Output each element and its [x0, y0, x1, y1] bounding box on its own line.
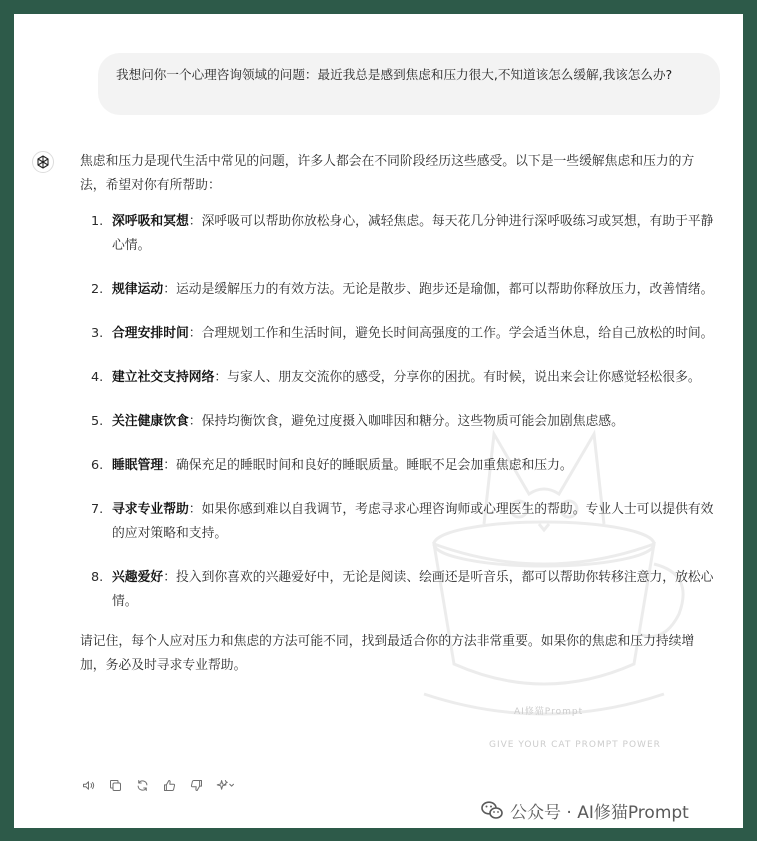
list-item-text: ：运动是缓解压力的有效方法。无论是散步、跑步还是瑜伽，都可以帮助你释放压力，改善情绪。: [163, 282, 714, 297]
thumbs-up-icon[interactable]: [159, 775, 179, 795]
wechat-logo-icon: [480, 798, 504, 822]
wechat-watermark: [480, 797, 689, 823]
list-item-text: ：深呼吸可以帮助你放松身心，减轻焦虑。每天花几分钟进行深呼吸练习或冥想，有助于平静心情。: [112, 214, 714, 253]
list-item-text: ：如果你感到难以自我调节，考虑寻求心理咨询师或心理医生的帮助。专业人士可以提供有效的应对策略和支持。: [112, 502, 714, 541]
list-item-title: 建立社交支持网络: [112, 370, 215, 385]
copy-icon[interactable]: [105, 775, 125, 795]
read-aloud-icon[interactable]: [78, 775, 98, 795]
list-item: [80, 454, 718, 478]
thumbs-down-icon[interactable]: [186, 775, 206, 795]
list-item-text: ：与家人、朋友交流你的感受，分享你的困扰。有时候，说出来会让你感觉轻松很多。: [214, 370, 701, 385]
list-item: [80, 322, 718, 346]
cup-caption: AI修猫Prompt: [514, 707, 584, 717]
list-item-number: 1.: [91, 214, 104, 229]
list-item: [80, 278, 718, 302]
list-item-number: 4.: [91, 370, 104, 385]
message-actions: [78, 775, 239, 795]
list-item-title: 深呼吸和冥想: [112, 214, 189, 229]
list-item-title: 关注健康饮食: [112, 414, 189, 429]
list-item-text: ：投入到你喜欢的兴趣爱好中，无论是阅读、绘画还是听音乐，都可以帮助你转移注意力，放松心情。: [112, 570, 714, 609]
list-item-title: 规律运动: [112, 282, 164, 297]
list-item: [80, 210, 718, 258]
model-switch-icon[interactable]: [213, 775, 239, 795]
answer-outro: 请记住，每个人应对压力和焦虑的方法可能不同，找到最适合你的方法非常重要。如果你的焦虑和压力持续增加，务必及时寻求专业帮助。: [80, 634, 695, 673]
list-item-number: 3.: [91, 326, 104, 341]
chat-window: [14, 14, 743, 828]
list-item-text: ：合理规划工作和生活时间，避免长时间高强度的工作。学会适当休息，给自己放松的时间。: [188, 326, 714, 341]
user-message-text: 我想问你一个心理咨询领域的问题：最近我总是感到焦虑和压力很大,不知道该怎么缓解,我该怎么办?: [116, 67, 673, 82]
list-item-number: 7.: [91, 502, 104, 517]
list-item-number: 6.: [91, 458, 104, 473]
list-item-text: ：确保充足的睡眠时间和良好的睡眠质量。睡眠不足会加重焦虑和压力。: [163, 458, 573, 473]
cup-subcaption: GIVE YOUR CAT PROMPT POWER: [489, 740, 661, 750]
list-item: [80, 410, 718, 434]
list-item: [80, 566, 718, 614]
regenerate-icon[interactable]: [132, 775, 152, 795]
list-item-number: 2.: [91, 282, 104, 297]
list-item-title: 寻求专业帮助: [112, 502, 189, 517]
assistant-answer: [80, 150, 718, 678]
list-item-number: 5.: [91, 414, 104, 429]
list-item-title: 睡眠管理: [112, 458, 164, 473]
answer-intro: 焦虑和压力是现代生活中常见的问题，许多人都会在不同阶段经历这些感受。以下是一些缓解焦虑和压力的方法，希望对你有所帮助：: [80, 154, 695, 193]
user-message-bubble: [98, 53, 720, 115]
list-item-number: 8.: [91, 570, 104, 585]
list-item: [80, 366, 718, 390]
assistant-logo-icon: [32, 151, 54, 173]
list-item-title: 兴趣爱好: [112, 570, 164, 585]
watermark-text: 公众号 · AI修猫Prompt: [510, 802, 689, 823]
list-item-title: 合理安排时间: [112, 326, 189, 341]
list-item-text: ：保持均衡饮食，避免过度摄入咖啡因和糖分。这些物质可能会加剧焦虑感。: [188, 414, 624, 429]
list-item: [80, 498, 718, 546]
